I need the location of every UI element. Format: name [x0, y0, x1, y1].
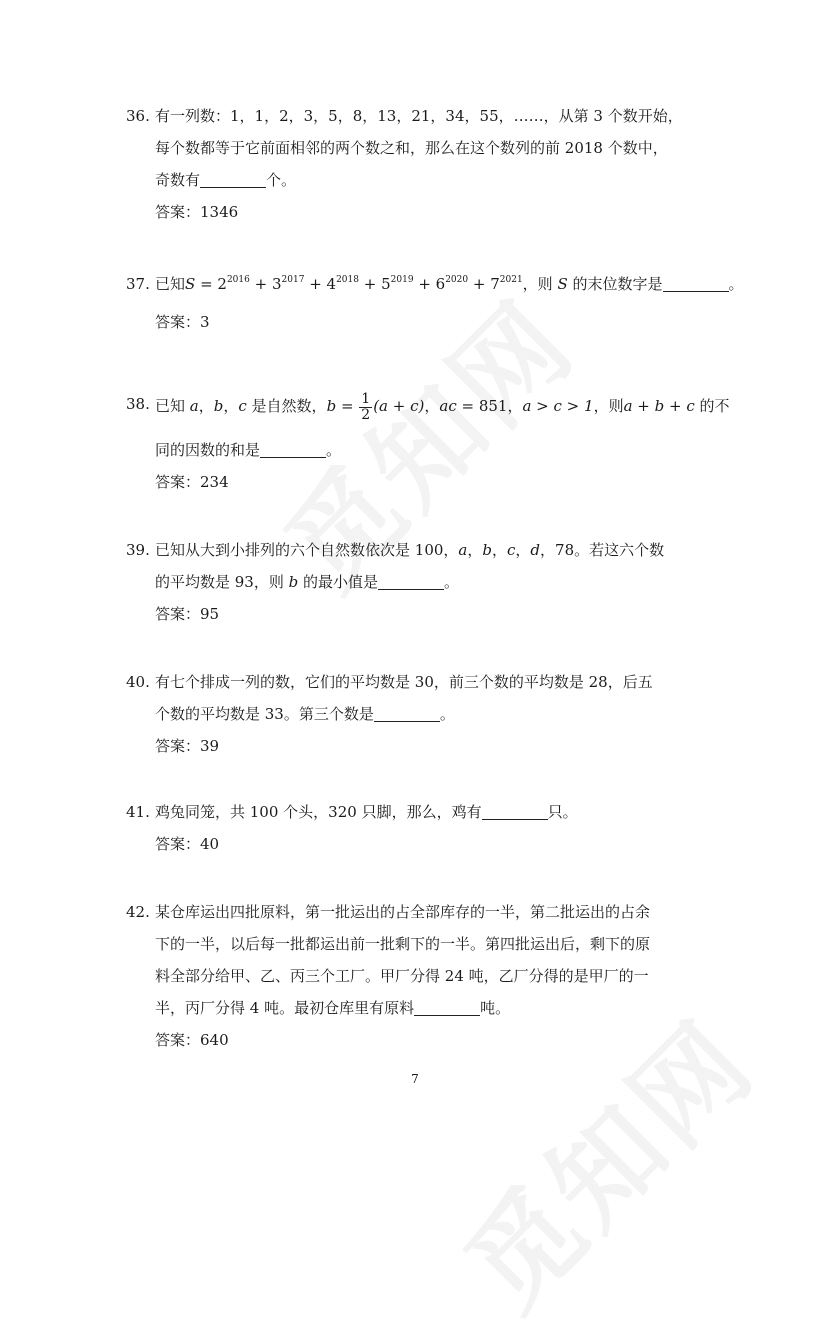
question-40	[126, 666, 716, 762]
answer-line: 答案：40	[155, 835, 220, 853]
answer-value: 3	[200, 313, 210, 331]
question-39	[126, 534, 716, 630]
answer-value: 95	[200, 605, 220, 623]
question-42	[126, 896, 716, 1056]
answer-line: 答案：234	[155, 473, 229, 491]
page-number: 7	[411, 1072, 419, 1086]
question-number: 41.	[126, 803, 150, 821]
question-text: 同的因数的和是 。	[155, 441, 342, 459]
question-text: 已知$S = 2^{2016} + 3^{2017} + 4^{2018} + 5^{2019} + 6^{2020} + 7^{2021}$，则 S 的末位数字是 。	[155, 275, 744, 293]
answer-value: 640	[200, 1031, 229, 1049]
answer-value: 39	[200, 737, 220, 755]
question-number: 37.	[126, 275, 150, 293]
question-text: 有七个排成一列的数，它们的平均数是 30，前三个数的平均数是 28，后五	[155, 673, 653, 691]
question-text: 有一列数：1，1，2，3，5，8，13，21，34，55，……，从第 3 个数开始，	[155, 107, 683, 125]
question-text: 下的一半，以后每一批都运出前一批剩下的一半。第四批运出后，剩下的原	[155, 935, 651, 953]
answer-value: 40	[200, 835, 220, 853]
fraction: $\frac{1}{2}$	[361, 390, 371, 423]
question-number: 38.	[126, 395, 150, 413]
answer-value: 234	[200, 473, 229, 491]
answer-value: 1346	[200, 203, 239, 221]
question-number: 39.	[126, 541, 150, 559]
question-text: 某仓库运出四批原料，第一批运出的占全部库存的一半，第二批运出的占余	[155, 903, 651, 921]
answer-blank	[374, 703, 440, 722]
answer-line: 答案：95	[155, 605, 220, 623]
question-text: 已知 a，b，c 是自然数，b = $\frac{1}{2}$ (a + c)，ac = 851，a > c > 1，则a + b + c 的不	[155, 390, 730, 423]
question-text: 料全部分给甲、乙、丙三个工厂。甲厂分得 24 吨，乙厂分得的是甲厂的一	[155, 967, 649, 985]
question-number: 40.	[126, 673, 150, 691]
question-41	[126, 796, 716, 860]
answer-line: 答案：39	[155, 737, 220, 755]
answer-blank	[260, 439, 326, 458]
question-text: 鸡兔同笼，共 100 个头，320 只脚，那么，鸡有 只。	[155, 803, 578, 821]
question-38	[126, 386, 730, 498]
question-text: 已知从大到小排列的六个自然数依次是 100，a，b，c，d，78。若这六个数	[155, 541, 665, 559]
answer-line: 答案：640	[155, 1031, 229, 1049]
question-number: 36.	[126, 107, 150, 125]
answer-blank	[200, 169, 266, 188]
answer-blank	[663, 273, 729, 292]
question-text: 个数的平均数是 33。第三个数是 。	[155, 705, 455, 723]
question-36	[126, 100, 716, 228]
answer-blank	[414, 997, 480, 1016]
answer-line: 答案：3	[155, 313, 210, 331]
answer-blank	[482, 801, 548, 820]
question-text: 半，丙厂分得 4 吨。最初仓库里有原料 吨。	[155, 999, 511, 1017]
answer-line: 答案：1346	[155, 203, 239, 221]
question-text: 奇数有 个。	[155, 171, 297, 189]
question-37	[126, 268, 744, 338]
question-text: 每个数都等于它前面相邻的两个数之和，那么在这个数列的前 2018 个数中，	[155, 139, 668, 157]
answer-blank	[378, 571, 444, 590]
question-text: 的平均数是 93，则 b 的最小值是 。	[155, 573, 460, 591]
question-number: 42.	[126, 903, 150, 921]
